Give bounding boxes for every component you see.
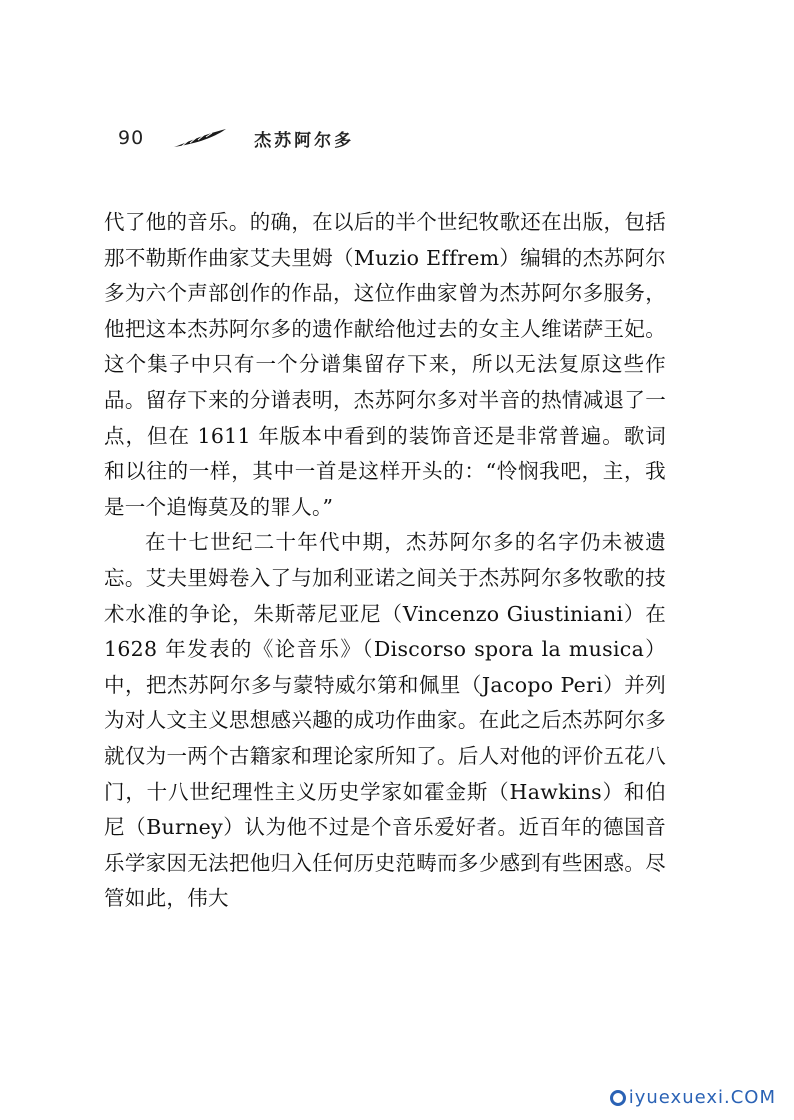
watermark	[610, 1087, 776, 1108]
body-text	[104, 205, 666, 917]
running-title: 杰苏阿尔多	[254, 130, 355, 151]
watermark-text: iyuexuexi.COM	[628, 1087, 776, 1108]
page-header	[118, 120, 354, 156]
page-number: 90	[118, 127, 145, 149]
paragraph-1: 代了他的音乐。的确，在以后的半个世纪牧歌还在出版，包括那不勒斯作曲家艾夫里姆（Muzio Effrem）编辑的杰苏阿尔多为六个声部创作的作品，这位作曲家曾为杰苏阿尔多服务，他把这本杰苏阿尔多的遗作献给他过去的女主人维诺萨王妃。这个集子中只有一个分谱集留存下来，所以无法复原这些作品。留存下来的分谱表明，杰苏阿尔多对半音的热情减退了一点，但在 1611 年版本中看到的装饰音还是非常普遍。歌词和以往的一样，其中一首是这样开头的：“怜悯我吧，主，我是一个追悔莫及的罪人。”	[104, 210, 666, 519]
paragraph-2: 在十七世纪二十年代中期，杰苏阿尔多的名字仍未被遗忘。艾夫里姆卷入了与加利亚诺之间关于杰苏阿尔多牧歌的技术水准的争论，朱斯蒂尼亚尼（Vincenzo Giustiniani）在 1628 年发表的《论音乐》（Discorso spora la musica）中，把杰苏阿尔多与蒙特威尔第和佩里（Jacopo Peri）并列为对人文主义思想感兴趣的成功作曲家。在此之后杰苏阿尔多就仅为一两个古籍家和理论家所知了。后人对他的评价五花八门，十八世纪理性主义历史学家如霍金斯（Hawkins）和伯尼（Burney）认为他不过是个音乐爱好者。近百年的德国音乐学家因无法把他归入任何历史范畴而多少感到有些困惑。尽管如此，伟大	[104, 530, 666, 911]
feather-quill-icon	[172, 127, 228, 149]
watermark-logo-icon	[610, 1090, 626, 1106]
